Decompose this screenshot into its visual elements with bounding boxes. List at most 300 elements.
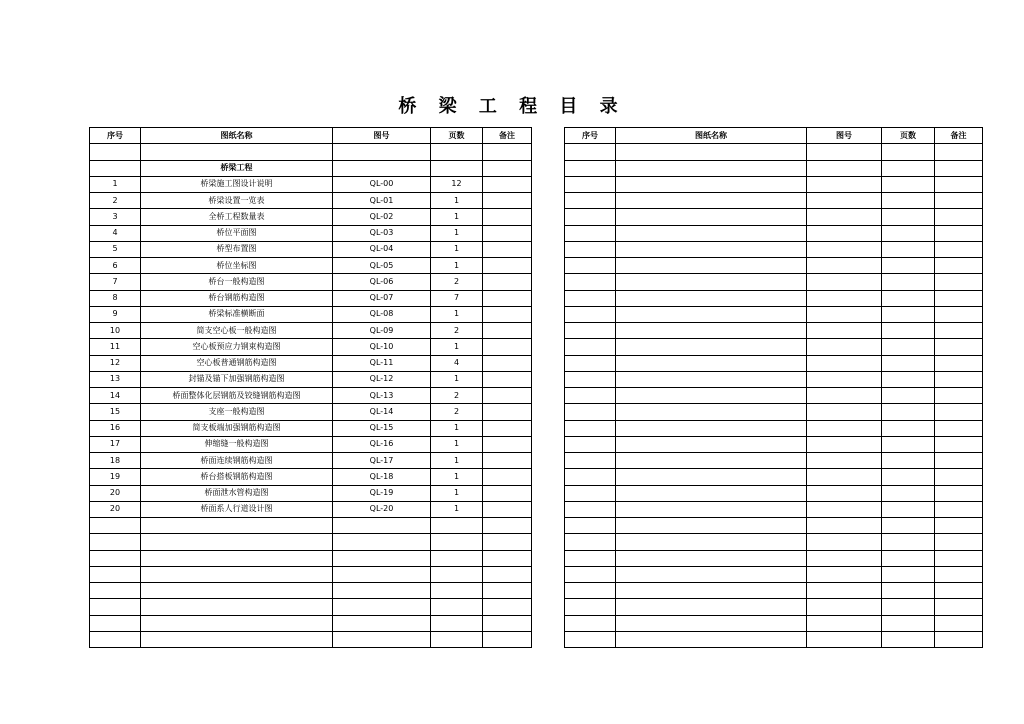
cell-note — [483, 436, 532, 452]
cell-pages — [431, 518, 483, 534]
cell-code — [333, 518, 431, 534]
column-header-name: 图纸名称 — [141, 128, 333, 144]
cell-name: 简支空心板一般构造图 — [141, 323, 333, 339]
cell-note — [483, 534, 532, 550]
cell-name — [616, 469, 807, 485]
cell-name — [141, 518, 333, 534]
cell-pages — [882, 534, 935, 550]
cell-pages — [882, 306, 935, 322]
cell-note — [483, 274, 532, 290]
cell-note — [483, 583, 532, 599]
cell-note — [483, 209, 532, 225]
cell-note — [483, 193, 532, 209]
cell-code: QL-00 — [333, 176, 431, 192]
cell-name — [616, 355, 807, 371]
cell-no — [90, 566, 141, 582]
cell-pages — [882, 453, 935, 469]
cell-pages — [882, 274, 935, 290]
cell-note — [935, 485, 983, 501]
cell-no: 8 — [90, 290, 141, 306]
cell-no — [565, 518, 616, 534]
cell-no — [565, 566, 616, 582]
cell-pages — [882, 599, 935, 615]
header-row — [565, 128, 983, 144]
cell-no — [565, 469, 616, 485]
cell-no — [565, 631, 616, 647]
cell-no — [565, 209, 616, 225]
cell-code — [807, 209, 882, 225]
cell-no: 6 — [90, 258, 141, 274]
table-row — [90, 485, 532, 501]
cell-name — [616, 550, 807, 566]
table-row — [565, 583, 983, 599]
cell-pages — [882, 160, 935, 176]
cell-name: 桥面泄水管构造图 — [141, 485, 333, 501]
cell-code — [807, 306, 882, 322]
cell-name — [616, 339, 807, 355]
cell-no — [565, 339, 616, 355]
cell-note — [483, 306, 532, 322]
cell-code — [807, 388, 882, 404]
cell-no — [565, 290, 616, 306]
cell-note — [483, 160, 532, 176]
cell-note — [935, 176, 983, 192]
cell-no — [565, 225, 616, 241]
cell-code — [807, 290, 882, 306]
cell-no — [565, 144, 616, 160]
cell-no — [90, 160, 141, 176]
cell-note — [935, 225, 983, 241]
cell-name — [616, 631, 807, 647]
cell-no: 7 — [90, 274, 141, 290]
table-row — [565, 518, 983, 534]
table-row — [90, 469, 532, 485]
cell-code — [807, 274, 882, 290]
cell-note — [483, 339, 532, 355]
table-row — [90, 209, 532, 225]
cell-code — [333, 566, 431, 582]
cell-no — [565, 258, 616, 274]
table-row — [565, 453, 983, 469]
table-row — [565, 339, 983, 355]
cell-pages — [431, 615, 483, 631]
cell-pages — [431, 599, 483, 615]
cell-code: QL-02 — [333, 209, 431, 225]
table-row — [565, 615, 983, 631]
cell-note — [483, 566, 532, 582]
table-row — [565, 420, 983, 436]
table-row — [90, 583, 532, 599]
cell-code — [807, 420, 882, 436]
cell-no — [565, 388, 616, 404]
table-row — [90, 355, 532, 371]
table-row — [90, 258, 532, 274]
cell-name — [141, 583, 333, 599]
cell-name — [141, 615, 333, 631]
table-row — [90, 518, 532, 534]
cell-no: 20 — [90, 485, 141, 501]
table-row — [565, 550, 983, 566]
cell-code — [807, 193, 882, 209]
cell-note — [483, 453, 532, 469]
cell-name: 支座一般构造图 — [141, 404, 333, 420]
cell-note — [935, 469, 983, 485]
cell-no — [565, 160, 616, 176]
cell-code — [807, 615, 882, 631]
cell-pages: 7 — [431, 290, 483, 306]
cell-pages — [882, 469, 935, 485]
cell-note — [935, 371, 983, 387]
table-row — [90, 274, 532, 290]
cell-name: 桥台一般构造图 — [141, 274, 333, 290]
cell-pages: 1 — [431, 501, 483, 517]
cell-name: 桥位坐标图 — [141, 258, 333, 274]
cell-name — [616, 615, 807, 631]
cell-code: QL-09 — [333, 323, 431, 339]
cell-note — [935, 209, 983, 225]
cell-code — [807, 176, 882, 192]
cell-code — [333, 144, 431, 160]
cell-name: 空心板预应力钢束构造图 — [141, 339, 333, 355]
cell-pages — [882, 193, 935, 209]
cell-note — [935, 258, 983, 274]
cell-no — [565, 306, 616, 322]
cell-pages — [431, 550, 483, 566]
cell-no — [565, 485, 616, 501]
cell-note — [483, 176, 532, 192]
cell-pages: 12 — [431, 176, 483, 192]
cell-code — [807, 485, 882, 501]
table-row — [565, 144, 983, 160]
cell-note — [483, 225, 532, 241]
cell-name: 桥面整体化层钢筋及铰缝钢筋构造图 — [141, 388, 333, 404]
cell-no — [565, 501, 616, 517]
cell-no — [565, 453, 616, 469]
section-row — [90, 160, 532, 176]
cell-name: 桥台搭板钢筋构造图 — [141, 469, 333, 485]
cell-pages — [431, 583, 483, 599]
cell-pages: 2 — [431, 388, 483, 404]
header-row — [90, 128, 532, 144]
cell-note — [935, 404, 983, 420]
cell-pages: 2 — [431, 404, 483, 420]
cell-no: 16 — [90, 420, 141, 436]
cell-no: 11 — [90, 339, 141, 355]
cell-no: 4 — [90, 225, 141, 241]
cell-note — [935, 453, 983, 469]
cell-code: QL-04 — [333, 241, 431, 257]
cell-no: 17 — [90, 436, 141, 452]
cell-note — [483, 501, 532, 517]
cell-name — [616, 258, 807, 274]
cell-name — [141, 144, 333, 160]
column-header-no: 序号 — [90, 128, 141, 144]
table-row — [565, 290, 983, 306]
cell-pages — [431, 534, 483, 550]
cell-code — [807, 404, 882, 420]
cell-note — [483, 404, 532, 420]
cell-pages — [882, 290, 935, 306]
cell-note — [935, 599, 983, 615]
cell-name — [616, 388, 807, 404]
cell-code: QL-20 — [333, 501, 431, 517]
table-row — [565, 631, 983, 647]
table-row — [565, 160, 983, 176]
cell-pages — [431, 160, 483, 176]
cell-no — [90, 615, 141, 631]
cell-pages — [882, 371, 935, 387]
cell-name — [616, 534, 807, 550]
cell-code — [807, 453, 882, 469]
cell-name: 桥梁标准横断面 — [141, 306, 333, 322]
table-row — [565, 534, 983, 550]
column-header-pages: 页数 — [882, 128, 935, 144]
cell-code — [807, 323, 882, 339]
cell-pages — [882, 323, 935, 339]
table-row — [90, 615, 532, 631]
cell-name — [616, 306, 807, 322]
cell-note — [935, 160, 983, 176]
cell-no — [565, 534, 616, 550]
table-row — [565, 485, 983, 501]
cell-note — [935, 436, 983, 452]
cell-note — [935, 355, 983, 371]
cell-name — [616, 144, 807, 160]
cell-pages: 1 — [431, 258, 483, 274]
cell-code — [807, 566, 882, 582]
column-header-pages: 页数 — [431, 128, 483, 144]
table-row — [565, 241, 983, 257]
table-row — [90, 306, 532, 322]
cell-note — [935, 615, 983, 631]
table-row — [565, 193, 983, 209]
table-row — [565, 323, 983, 339]
cell-note — [935, 631, 983, 647]
table-row — [565, 501, 983, 517]
cell-code — [807, 631, 882, 647]
cell-code — [807, 436, 882, 452]
cell-pages — [882, 225, 935, 241]
cell-pages: 1 — [431, 469, 483, 485]
table-row — [90, 566, 532, 582]
table-row — [565, 566, 983, 582]
cell-note — [483, 355, 532, 371]
cell-code — [333, 534, 431, 550]
cell-no — [565, 323, 616, 339]
left-catalog-table — [89, 127, 532, 648]
cell-no — [565, 274, 616, 290]
cell-name — [616, 371, 807, 387]
cell-name — [616, 436, 807, 452]
cell-name — [616, 485, 807, 501]
cell-no: 18 — [90, 453, 141, 469]
cell-no — [565, 599, 616, 615]
cell-code: QL-15 — [333, 420, 431, 436]
cell-note — [935, 388, 983, 404]
table-row — [565, 404, 983, 420]
cell-name: 简支板端加强钢筋构造图 — [141, 420, 333, 436]
table-row — [90, 323, 532, 339]
cell-name: 封锚及锚下加强钢筋构造图 — [141, 371, 333, 387]
cell-name — [616, 209, 807, 225]
table-row — [90, 290, 532, 306]
cell-code: QL-13 — [333, 388, 431, 404]
cell-name — [616, 290, 807, 306]
cell-note — [935, 241, 983, 257]
cell-code — [807, 258, 882, 274]
cell-no — [565, 583, 616, 599]
cell-name — [616, 274, 807, 290]
cell-pages — [882, 355, 935, 371]
table-row — [90, 371, 532, 387]
cell-code — [807, 355, 882, 371]
cell-code: QL-11 — [333, 355, 431, 371]
cell-no: 2 — [90, 193, 141, 209]
table-row — [90, 225, 532, 241]
cell-pages — [431, 144, 483, 160]
cell-name: 桥位平面图 — [141, 225, 333, 241]
cell-code — [333, 583, 431, 599]
cell-no: 13 — [90, 371, 141, 387]
cell-no — [565, 404, 616, 420]
cell-pages — [882, 241, 935, 257]
cell-no — [565, 371, 616, 387]
cell-pages — [882, 550, 935, 566]
cell-no — [565, 615, 616, 631]
column-header-code: 图号 — [333, 128, 431, 144]
cell-pages — [882, 404, 935, 420]
cell-note — [935, 339, 983, 355]
cell-no — [565, 436, 616, 452]
cell-note — [935, 566, 983, 582]
table-row — [90, 404, 532, 420]
cell-code: QL-12 — [333, 371, 431, 387]
cell-name: 桥面连续钢筋构造图 — [141, 453, 333, 469]
cell-note — [935, 193, 983, 209]
cell-pages: 2 — [431, 274, 483, 290]
cell-no: 12 — [90, 355, 141, 371]
cell-pages — [882, 518, 935, 534]
cell-name — [616, 225, 807, 241]
cell-pages — [882, 583, 935, 599]
cell-pages: 1 — [431, 371, 483, 387]
cell-code — [807, 534, 882, 550]
cell-pages — [882, 631, 935, 647]
cell-name — [141, 534, 333, 550]
cell-pages — [882, 566, 935, 582]
cell-name — [616, 241, 807, 257]
cell-no — [90, 144, 141, 160]
column-header-code: 图号 — [807, 128, 882, 144]
cell-name — [616, 420, 807, 436]
cell-pages — [882, 436, 935, 452]
cell-no — [565, 355, 616, 371]
table-row — [90, 420, 532, 436]
table-row — [90, 501, 532, 517]
cell-note — [935, 583, 983, 599]
table-row — [90, 631, 532, 647]
cell-pages: 1 — [431, 241, 483, 257]
cell-name: 全桥工程数量表 — [141, 209, 333, 225]
cell-note — [483, 371, 532, 387]
cell-code: QL-18 — [333, 469, 431, 485]
column-header-name: 图纸名称 — [616, 128, 807, 144]
table-row — [90, 193, 532, 209]
table-row — [565, 436, 983, 452]
cell-name: 桥台钢筋构造图 — [141, 290, 333, 306]
table-row — [565, 176, 983, 192]
cell-pages — [431, 631, 483, 647]
cell-name — [616, 599, 807, 615]
cell-no: 19 — [90, 469, 141, 485]
cell-pages — [882, 501, 935, 517]
cell-name — [141, 599, 333, 615]
cell-note — [935, 534, 983, 550]
cell-name: 伸缩缝一般构造图 — [141, 436, 333, 452]
cell-code: QL-16 — [333, 436, 431, 452]
cell-code — [333, 160, 431, 176]
cell-no — [90, 534, 141, 550]
cell-no — [565, 193, 616, 209]
cell-note — [935, 518, 983, 534]
cell-note — [935, 290, 983, 306]
cell-pages: 1 — [431, 420, 483, 436]
cell-code — [807, 241, 882, 257]
cell-pages: 1 — [431, 306, 483, 322]
cell-pages — [882, 209, 935, 225]
cell-code — [333, 599, 431, 615]
cell-name — [616, 160, 807, 176]
cell-name — [616, 501, 807, 517]
table-row — [565, 469, 983, 485]
cell-pages — [882, 615, 935, 631]
cell-name — [141, 550, 333, 566]
cell-pages — [431, 566, 483, 582]
cell-code — [807, 144, 882, 160]
table-row — [90, 550, 532, 566]
cell-pages: 1 — [431, 209, 483, 225]
column-header-note: 备注 — [935, 128, 983, 144]
cell-pages — [882, 258, 935, 274]
cell-name: 桥面系人行道设计图 — [141, 501, 333, 517]
cell-note — [935, 550, 983, 566]
cell-pages — [882, 144, 935, 160]
table-row — [90, 453, 532, 469]
table-row — [565, 388, 983, 404]
cell-pages — [882, 420, 935, 436]
cell-pages — [882, 485, 935, 501]
cell-name — [141, 631, 333, 647]
cell-code — [807, 339, 882, 355]
cell-no — [90, 599, 141, 615]
cell-no — [565, 241, 616, 257]
cell-note — [483, 518, 532, 534]
cell-code — [807, 599, 882, 615]
cell-no — [90, 631, 141, 647]
cell-name: 桥梁设置一览表 — [141, 193, 333, 209]
cell-code: QL-07 — [333, 290, 431, 306]
table-row — [90, 436, 532, 452]
cell-name — [616, 453, 807, 469]
cell-note — [935, 144, 983, 160]
cell-note — [483, 323, 532, 339]
cell-note — [483, 144, 532, 160]
cell-code: QL-08 — [333, 306, 431, 322]
table-row — [565, 355, 983, 371]
table-row — [565, 225, 983, 241]
cell-code — [807, 371, 882, 387]
cell-code: QL-19 — [333, 485, 431, 501]
